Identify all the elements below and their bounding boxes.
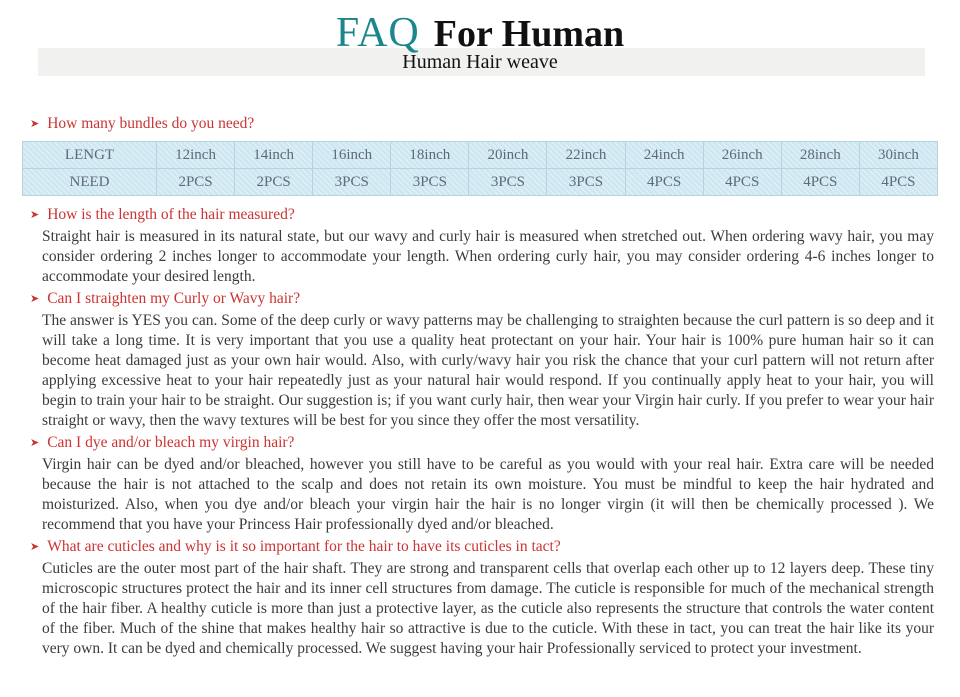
table-row-length — [23, 142, 938, 169]
arrow-icon: ➤ — [30, 437, 40, 449]
faq-question-text: How many bundles do you need? — [47, 115, 255, 132]
table-cell: NEED — [23, 169, 157, 196]
title-rest: For Human — [433, 13, 625, 55]
title-accent: FAQ — [335, 10, 420, 56]
table-cell: 2PCS — [235, 169, 313, 196]
faq-answer: Virgin hair can be dyed and/or bleached, however you still have to be careful as you would with your real hair. Extra care will be needed because the hair is not attached to the scalp and does not retain its own moisture. You must be mindful to keep the hair hydrated and moisturized. Also, when you dye and/or bleach your virgin hair the hair is no longer virgin (it will then be chemically processed ). We recommend that you have your Princess Hair professionally dyed and/or bleached. — [42, 456, 934, 533]
arrow-icon: ➤ — [30, 541, 40, 553]
faq-answer: Cuticles are the outer most part of the hair shaft. They are strong and transparent cells that overlap each other up to 12 layers deep. These tiny microscopic structures protect the hair and its inner cell structures from damage. The cuticle is responsible for much of the mechanical strength of the hair fiber. A healthy cuticle is more than just a protective layer, as the cuticle also represents the structure that controls the water content of the fiber. Much of the shine that makes healthy hair so attractive is due to the cuticle. With these in tact, you can treat the hair like its your very own. It can be dyed and chemically processed. We suggest having your hair Professionally serviced to protect your investment. — [42, 560, 934, 657]
table-cell: 3PCS — [391, 169, 469, 196]
table-cell: 30inch — [859, 142, 937, 169]
page-header — [0, 0, 960, 92]
table-cell: 12inch — [157, 142, 235, 169]
table-cell: 3PCS — [469, 169, 547, 196]
table-cell: 22inch — [547, 142, 625, 169]
arrow-icon: ➤ — [30, 293, 40, 305]
faq-question-length — [30, 205, 934, 226]
bundles-table — [22, 141, 938, 196]
table-cell: 26inch — [703, 142, 781, 169]
table-cell: 16inch — [313, 142, 391, 169]
table-cell: LENGT — [23, 142, 157, 169]
table-cell: 4PCS — [781, 169, 859, 196]
faq-question-bundles — [30, 114, 934, 135]
table-cell: 14inch — [235, 142, 313, 169]
page-title — [0, 12, 960, 54]
table-cell: 18inch — [391, 142, 469, 169]
arrow-icon: ➤ — [30, 209, 40, 221]
table-cell: 2PCS — [157, 169, 235, 196]
faq-question-straighten — [30, 289, 934, 310]
table-cell: 4PCS — [625, 169, 703, 196]
faq-answer: The answer is YES you can. Some of the deep curly or wavy patterns may be challenging to straighten because the curl pattern is so deep and it will take a long time. It is very important that you use a quality heat protectant on your hair. Your hair is 100% pure human hair so it can become heat damaged just as your own hair would. Also, with curly/wavy hair you risk the chance that your curl pattern will not return after applying excessive heat to your hair repeatedly just as your natural hair would respond. If you continually apply heat to your hair, you will begin to train your hair to be straight. Our suggestion is; if you want curly hair, then wear your Virgin hair curly. If you prefer to wear your hair straight or wavy, then the wavy textures will be best for you since they offer the most versatility. — [42, 312, 934, 429]
faq-question-text: Can I straighten my Curly or Wavy hair? — [47, 290, 301, 307]
faq-list — [0, 205, 960, 659]
faq-question-text: What are cuticles and why is it so important for the hair to have its cuticles in tact? — [47, 538, 561, 555]
table-row-need — [23, 169, 938, 196]
faq-question-text: How is the length of the hair measured? — [47, 206, 295, 223]
faq-question-dye-bleach — [30, 433, 934, 454]
table-cell: 28inch — [781, 142, 859, 169]
table-cell: 3PCS — [547, 169, 625, 196]
faq-question-cuticles — [30, 537, 934, 558]
table-cell: 24inch — [625, 142, 703, 169]
table-cell: 4PCS — [859, 169, 937, 196]
table-cell: 20inch — [469, 142, 547, 169]
faq-answer: Straight hair is measured in its natural state, but our wavy and curly hair is measured when stretched out. When ordering wavy hair, you may consider ordering 2 inches longer to accommodate your length. When ordering curly hair, you may consider ordering 4-6 inches longer to accommodate your desired length. — [42, 228, 934, 285]
table-cell: 3PCS — [313, 169, 391, 196]
faq-question-text: Can I dye and/or bleach my virgin hair? — [47, 434, 295, 451]
table-cell: 4PCS — [703, 169, 781, 196]
arrow-icon: ➤ — [30, 118, 40, 130]
page-subtitle: Human Hair weave — [402, 51, 558, 73]
